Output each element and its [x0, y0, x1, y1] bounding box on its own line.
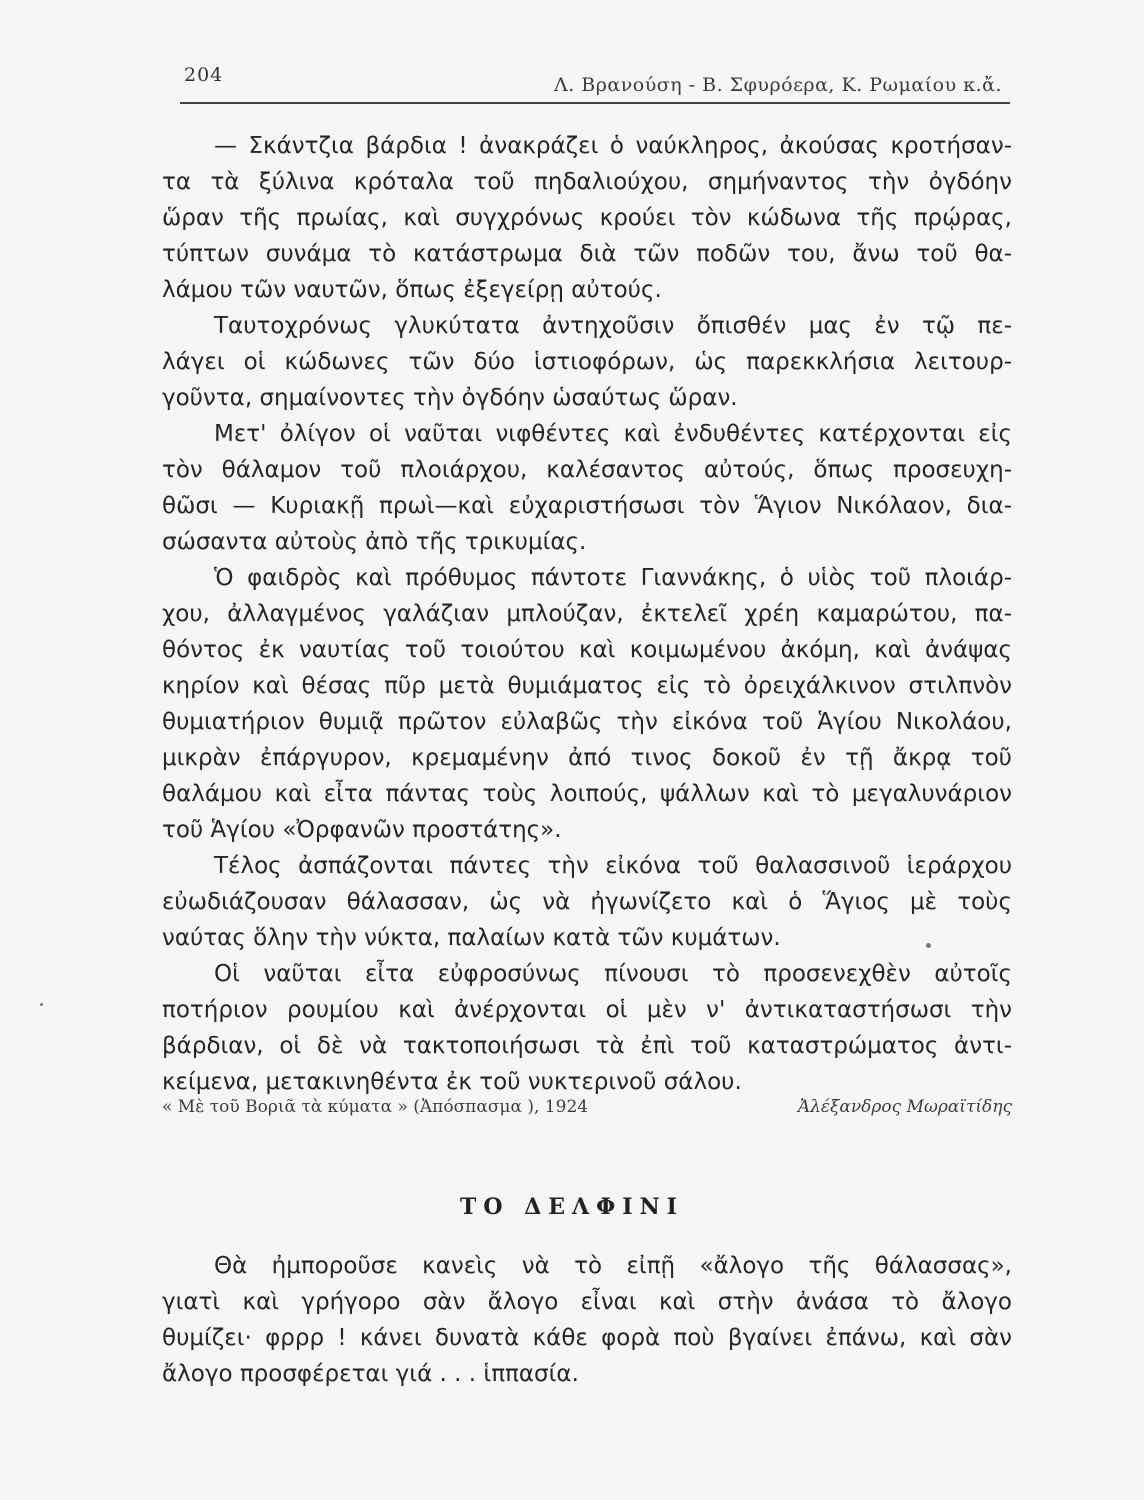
- citation-text: « Μὲ τοῦ Βοριᾶ τὰ κύματα » (Ἀπόσπασμα ), 1924: [162, 1097, 589, 1117]
- text-line: Μετ' ὀλίγον οἱ ναῦται νιφθέντες καὶ ἐνδυθέντες κατέρχονται εἰς: [214, 421, 1012, 447]
- text-line: βάρδιαν, οἱ δὲ νὰ τακτοποιήσωσι τὰ ἐπὶ τοῦ καταστρώματος ἀντι-: [162, 1033, 1012, 1059]
- text-line: θῶσι — Κυριακῇ πρωὶ—καὶ εὐχαριστήσωσι τὸν Ἅγιον Νικόλαον, δια-: [162, 493, 1012, 519]
- text-line: χου, ἀλλαγμένος γαλάζιαν μπλούζαν, ἐκτελεῖ χρέη καμαρώτου, πα-: [162, 601, 1012, 627]
- text-line: ὥραν τῆς πρωίας, καὶ συγχρόνως κρούει τὸν κώδωνα τῆς πρῴρας,: [162, 205, 1012, 231]
- text-line: τύπτων συνάμα τὸ κατάστρωμα διὰ τῶν ποδῶν του, ἄνω τοῦ θα-: [162, 241, 1012, 267]
- text-line: μικρὰν ἐπάργυρον, κρεμαμένην ἀπό τινος δοκοῦ ἐν τῇ ἄκρᾳ τοῦ: [162, 745, 1012, 771]
- text-line: λάμου τῶν ναυτῶν, ὅπως ἐξεγείρῃ αὐτούς.: [162, 277, 662, 303]
- text-line: θαλάμου καὶ εἶτα πάντας τοὺς λοιπούς, ψάλλων καὶ τὸ μεγαλυνάριον: [162, 781, 1012, 807]
- section-text: [162, 1248, 1012, 1392]
- text-line: Ὁ φαιδρὸς καὶ πρόθυμος πάντοτε Γιαννάκης, ὁ υἱὸς τοῦ πλοιάρ-: [214, 565, 1012, 591]
- citation-author: Ἀλέξανδρος Μωραϊτίδης: [797, 1097, 1012, 1117]
- text-line: ναύτας ὅλην τὴν νύκτα, παλαίων κατὰ τῶν κυμάτων.: [162, 925, 781, 951]
- text-line: σώσαντα αὐτοὺς ἀπὸ τῆς τρικυμίας.: [162, 529, 587, 555]
- text-line: κηρίον καὶ θέσας πῦρ μετὰ θυμιάματος εἰς τὸ ὀρειχάλκινον στιλπνὸν: [162, 673, 1012, 699]
- section-title: ΤΟ ΔΕΛΦΙΝΙ: [460, 1194, 684, 1220]
- text-line: Τέλος ἀσπάζονται πάντες τὴν εἰκόνα τοῦ θαλασσινοῦ ἱεράρχου: [214, 853, 1012, 879]
- text-line: γοῦντα, σημαίνοντες τὴν ὀγδόην ὡσαύτως ὥραν.: [162, 385, 738, 411]
- text-line: ποτήριον ρουμίου καὶ ἀνέρχονται οἱ μὲν ν' ἀντικαταστήσωσι τὴν: [162, 997, 1012, 1023]
- text-line: κείμενα, μετακινηθέντα ἐκ τοῦ νυκτερινοῦ σάλου.: [162, 1069, 742, 1095]
- text-line: ἄλογο προσφέρεται γιά . . . ἱππασία.: [162, 1361, 579, 1387]
- text-line: λάγει οἱ κώδωνες τῶν δύο ἱστιοφόρων, ὡς παρεκκλήσια λειτουρ-: [162, 349, 1012, 375]
- text-line: — Σκάντζια βάρδια ! ἀνακράζει ὁ ναύκληρος, ἀκούσας κροτήσαν-: [214, 133, 1012, 159]
- text-line: τοῦ Ἁγίου «Ὀρφανῶν προστάτης».: [162, 817, 562, 843]
- text-line: Θὰ ἠμποροῦσε κανεὶς νὰ τὸ εἰπῇ «ἄλογο τῆς θάλασσας»,: [214, 1253, 1012, 1279]
- text-line: τὸν θάλαμον τοῦ πλοιάρχου, καλέσαντος αὐτούς, ὅπως προσευχη-: [162, 457, 1012, 483]
- text-line: εὐωδιάζουσαν θάλασσαν, ὡς νὰ ἠγωνίζετο καὶ ὁ Ἅγιος μὲ τοὺς: [162, 889, 1012, 915]
- passage-text: [162, 128, 1012, 1100]
- scan-speck: [40, 1003, 43, 1006]
- text-line: Ταυτοχρόνως γλυκύτατα ἀντηχοῦσιν ὄπισθέν μας ἐν τῷ πε-: [214, 313, 1012, 339]
- running-head: Λ. Βρανούση - Β. Σφυρόερα, Κ. Ρωμαίου κ.ἄ.: [553, 74, 1002, 96]
- page-number: 204: [184, 64, 224, 86]
- text-line: τα τὰ ξύλινα κρόταλα τοῦ πηδαλιούχου, σημήναντος τὴν ὀγδόην: [162, 169, 1012, 195]
- text-line: θυμίζει· φρρρ ! κάνει δυνατὰ κάθε φορὰ ποὺ βγαίνει ἐπάνω, καὶ σὰν: [162, 1325, 1012, 1351]
- page-header: [180, 62, 1010, 104]
- source-citation: [162, 1097, 1012, 1117]
- text-line: θόντος ἐκ ναυτίας τοῦ τοιούτου καὶ κοιμωμένου ἀκόμη, καὶ ἀνάψας: [162, 637, 1012, 663]
- text-line: θυμιατήριον θυμιᾷ πρῶτον εὐλαβῶς τὴν εἰκόνα τοῦ Ἁγίου Νικολάου,: [162, 709, 1012, 735]
- text-line: γιατὶ καὶ γρήγορο σὰν ἄλογο εἶναι καὶ στὴν ἀνάσα τὸ ἄλογο: [162, 1289, 1012, 1315]
- scan-speck: [926, 943, 931, 948]
- text-line: Οἱ ναῦται εἶτα εὐφροσύνως πίνουσι τὸ προσενεχθὲν αὐτοῖς: [214, 961, 1012, 987]
